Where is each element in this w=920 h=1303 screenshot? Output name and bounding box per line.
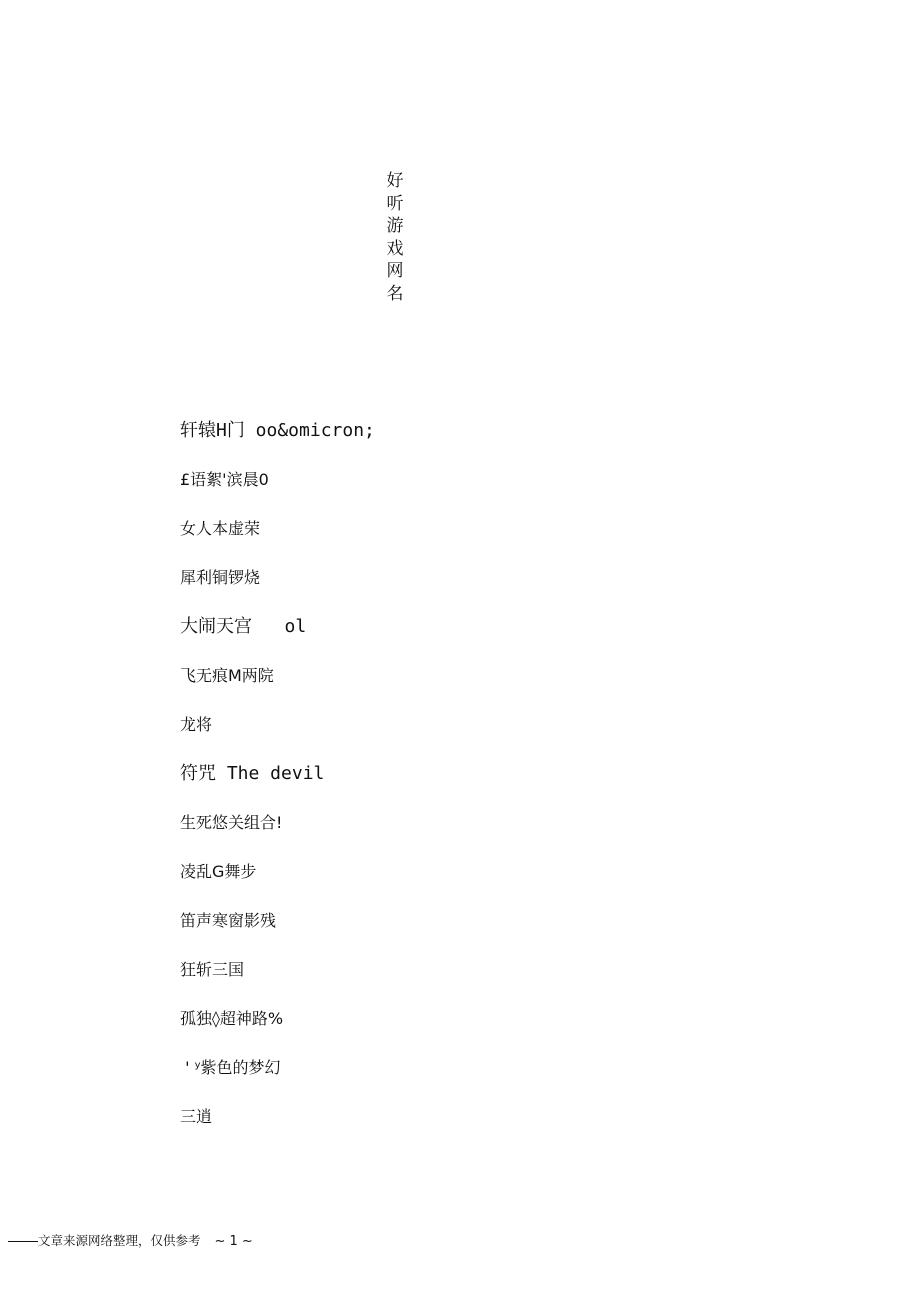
list-item: 凌乱G舞步	[180, 862, 257, 881]
list-item: 龙将	[180, 715, 213, 734]
list-item: ' ʸ紫色的梦幻	[180, 1058, 281, 1077]
footer-rule	[8, 1241, 38, 1242]
footer-source-text: 文章来源网络整理，仅供参考	[37, 1233, 201, 1248]
list-item: £语絮'滨晨0	[180, 470, 269, 489]
list-item: 孤独◊超神路%	[180, 1009, 284, 1028]
list-item: 大闹天宫 ol	[180, 616, 307, 637]
list-item: 符咒 The devil	[180, 763, 325, 784]
list-item: 三逍	[180, 1107, 213, 1126]
list-item: 犀利铜锣烧	[180, 568, 261, 587]
game-name-list	[180, 418, 375, 1153]
list-item: 女人本虚荣	[180, 519, 261, 538]
page-number: ~ 1 ~	[214, 1234, 253, 1249]
list-item: 轩辕H门 oo&omicron;	[180, 420, 375, 441]
document-title: 好听游戏网名	[386, 171, 404, 304]
list-item: 生死悠关组合!	[180, 813, 283, 832]
page-footer	[0, 1216, 253, 1249]
list-item: 狂斩三国	[180, 960, 245, 979]
list-item: 飞无痕M两院	[180, 666, 274, 685]
list-item: 笛声寒窗影残	[180, 911, 277, 930]
